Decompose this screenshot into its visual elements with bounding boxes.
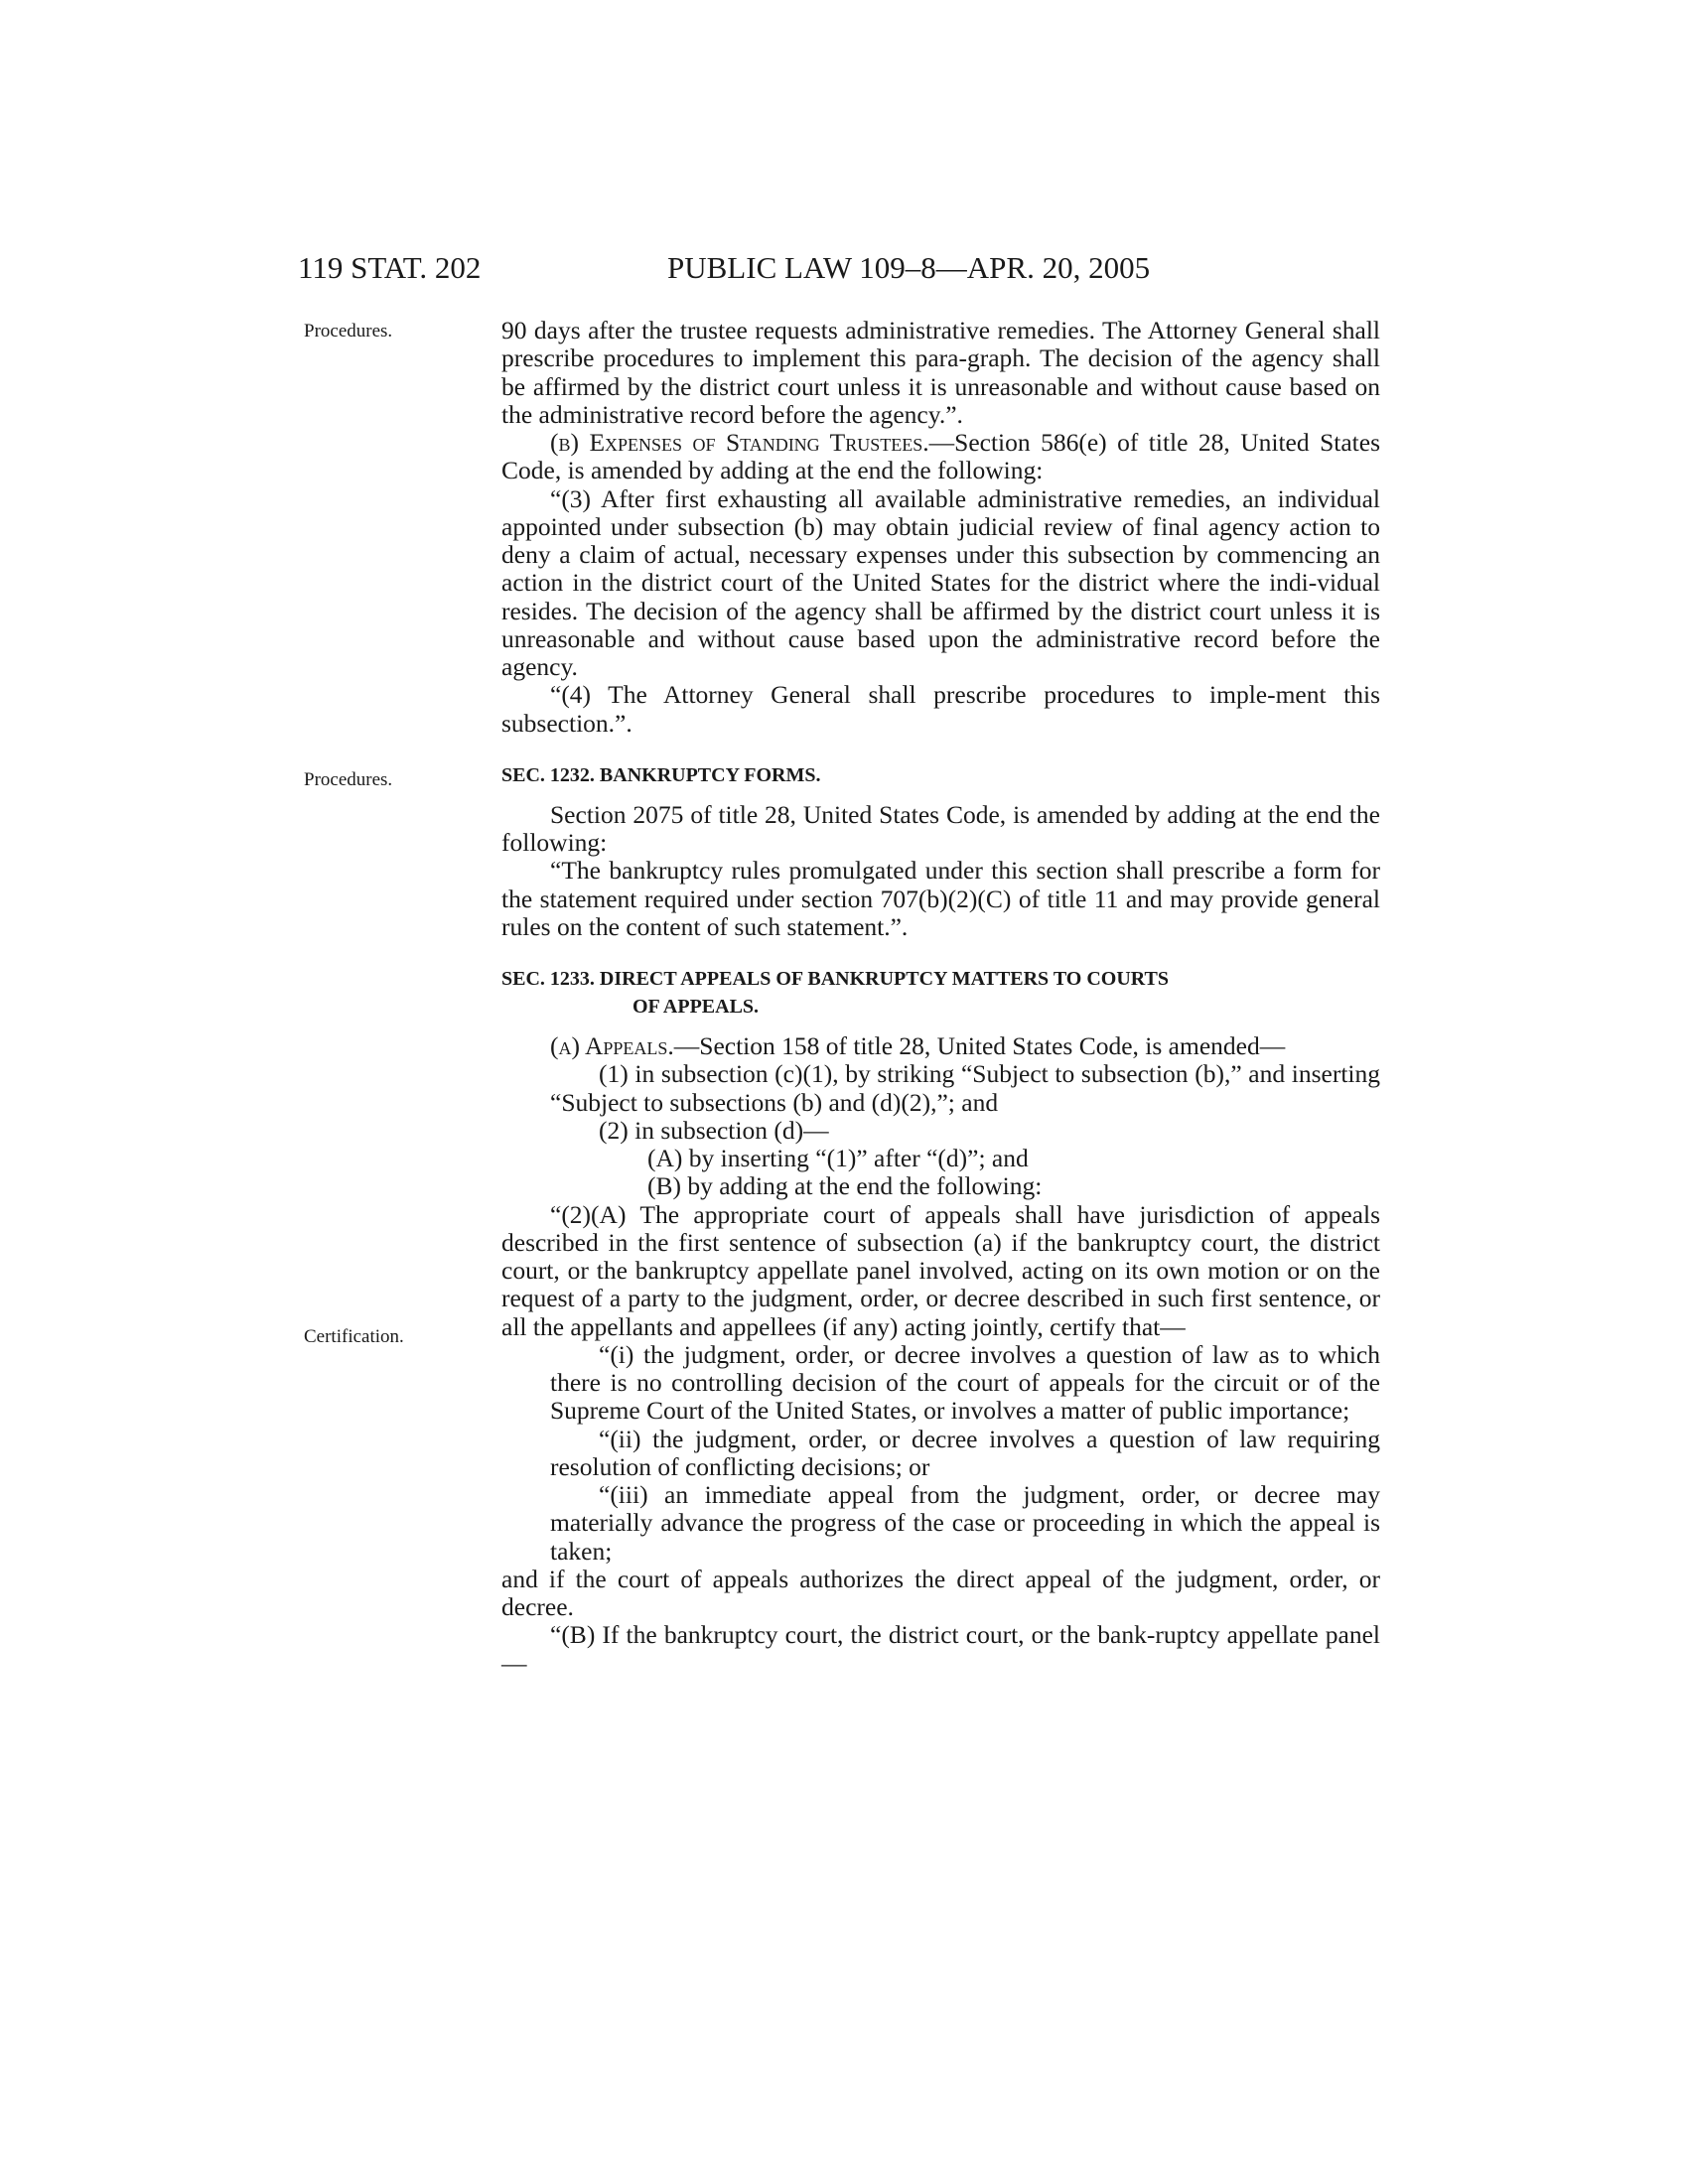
paragraph: 90 days after the trustee requests administrative remedies. The Attorney General shall prescribe procedures to implement this para-graph. The decision of the agency shall be affirmed by the district court unless it is unreasonable and without cause based on the administrative record before the agency.”.: [501, 316, 1380, 429]
paragraph: “(i) the judgment, order, or decree involves a question of law as to which there is no controlling decision of the court of appeals for the circuit or of the Supreme Court of the United States, or involves a matter of public importance;: [550, 1339, 1380, 1426]
section-heading-line: OF APPEALS.: [633, 996, 760, 1018]
paragraph: (2) in subsection (d)—: [599, 1115, 829, 1145]
margin-note-certification: Certification.: [304, 1326, 404, 1347]
paragraph: “(B) If the bankruptcy court, the district court, or the bank-ruptcy appellate panel—: [501, 1620, 1380, 1678]
subsection-text: —Section 586(e) of title 28, United States Code, is amended by adding at the end the following:: [501, 428, 1380, 485]
section-heading-1233: [501, 965, 1380, 1021]
paragraph: (A) by inserting “(1)” after “(d)”; and: [647, 1144, 1029, 1172]
section-heading-1232: SEC. 1232. BANKRUPTCY FORMS.: [501, 763, 821, 786]
stat-page-number: 119 STAT. 202: [298, 250, 482, 285]
law-title-date: PUBLIC LAW 109–8—APR. 20, 2005: [667, 250, 1151, 285]
subsection-heading: (b) Expenses of Standing Trustees.: [550, 428, 929, 457]
paragraph: Section 2075 of title 28, United States Code, is amended by adding at the end the following:: [501, 799, 1380, 857]
paragraph: “(2)(A) The appropriate court of appeals shall have jurisdiction of appeals described in the first sentence of subsection (a) if the bankruptcy court, the district court, or the bankruptcy appellate panel involved, acting on its own motion or on the request of a party to the judgment, order, or decree described in such first sentence, or all the appellants and appellees (if any) acting jointly, certify that—: [501, 1199, 1380, 1341]
paragraph-subsection-a: [501, 1032, 1380, 1060]
paragraph-subsection-b: [501, 429, 1380, 485]
paragraph: “(iii) an immediate appeal from the judgment, order, or decree may materially advance the progress of the case or proceeding in which the appeal is taken;: [550, 1480, 1380, 1566]
body-text: [501, 317, 1380, 1678]
section-heading-line: SEC. 1233. DIRECT APPEALS OF BANKRUPTCY MATTERS TO COURTS: [501, 968, 1170, 990]
paragraph: (B) by adding at the end the following:: [647, 1171, 1043, 1201]
margin-note-procedures: Procedures.: [304, 321, 393, 341]
paragraph: “(ii) the judgment, order, or decree involves a question of law requiring resolution of conflicting decisions; or: [550, 1424, 1380, 1481]
paragraph: and if the court of appeals authorizes the direct appeal of the judgment, order, or decree.: [501, 1564, 1380, 1621]
margin-note-procedures: Procedures.: [304, 769, 393, 790]
subsection-text: —Section 158 of title 28, United States Code, is amended—: [673, 1031, 1286, 1060]
paragraph: “(4) The Attorney General shall prescribe procedures to imple-ment this subsection.”.: [501, 680, 1380, 738]
paragraph: (1) in subsection (c)(1), by striking “Subject to subsection (b),” and inserting “Subject to subsections (b) and (d)(2),”; and: [550, 1059, 1380, 1117]
paragraph: “The bankruptcy rules promulgated under this section shall prescribe a form for the statement required under section 707(b)(2)(C) of title 11 and may provide general rules on the content of such statement.”.: [501, 856, 1380, 941]
page-header: [298, 248, 1380, 288]
paragraph: “(3) After first exhausting all available administrative remedies, an individual appointed under subsection (b) may obtain judicial review of final agency action to deny a claim of actual, necessary expenses under this subsection by commencing an action in the district court of the United States for the district where the indi-vidual resides. The decision of the agency shall be affirmed by the district court unless it is unreasonable and without cause based upon the administrative record before the agency.: [501, 483, 1380, 681]
subsection-heading: (a) Appeals.: [550, 1031, 674, 1060]
